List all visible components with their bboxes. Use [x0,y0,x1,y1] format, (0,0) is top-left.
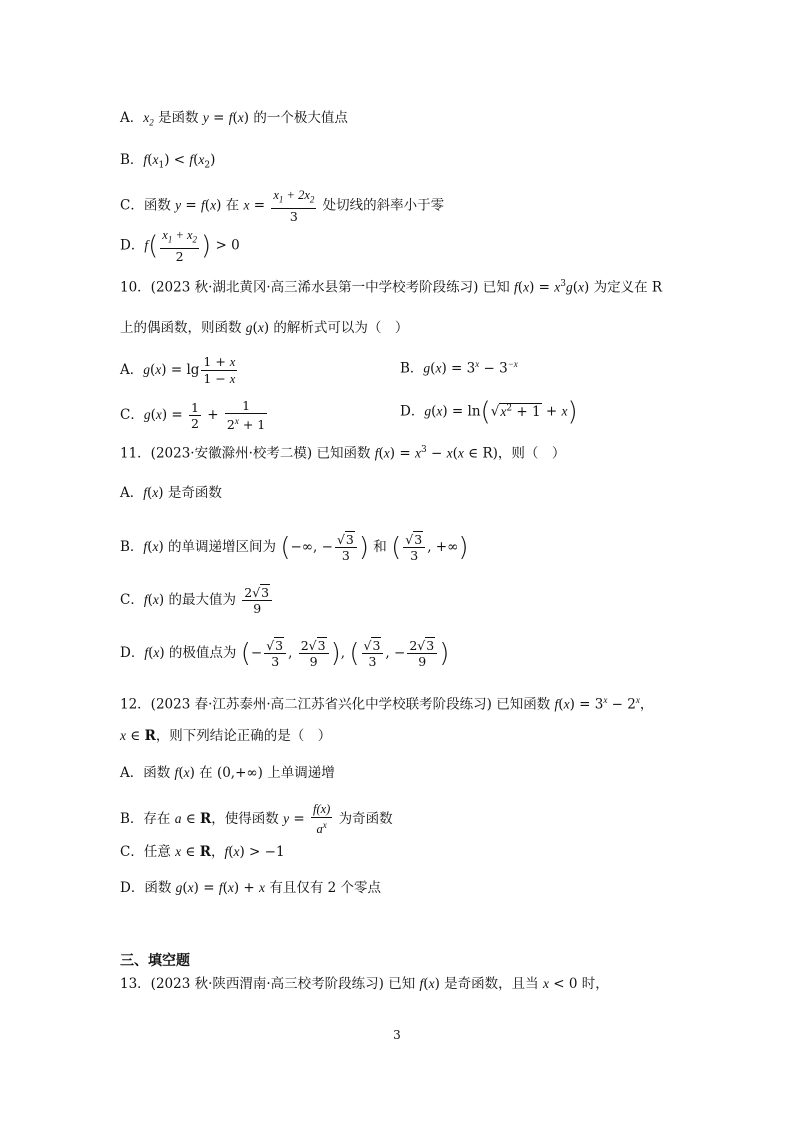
q10-stem-line2: 上的偶函数，则函数 g(x) 的解析式可以为（ ） [120,320,409,336]
q10-option-a: A．g(x) = lg $\frac{1 + x}{1 - x}$ [120,354,236,386]
q13-stem: 13．(2023 秋·陕西渭南·高三校考阶段练习) 已知 f(x) 是奇函数，且当 x < 0 时， [120,976,609,992]
q12-option-b: B．存在 a ∈ R，使得函数 y = $\frac{f(x)}{a^x}$ 为奇函数 [120,802,393,837]
q9-option-d: D．f( $\frac{x_1 + x_2}{2}$ ) > 0 [120,228,240,264]
q9-option-c: C．函数 y = f(x) 在 x = $\frac{x_1 + 2x_2}{3}$ 处切线的斜率小于零 [120,188,445,224]
q11-option-d: D．f(x) 的极值点为 (− $\frac{√3}{3}$ , $\frac{2√3}{9}$ ), ( $\frac{√3}{3}$ , − $\frac{2√3}{9}$ ) [120,638,450,669]
q10-option-c: C．g(x) = $\frac{1}{2}$ + $\frac{1}{2^x + 1}$ [120,398,266,433]
q10-option-d: D．$g(x) = \ln(√x^2 + 1 + x)$ [400,397,578,427]
section-title: 三、填空题 [120,953,190,969]
q10-stem-line1: 10．(2023 秋·湖北黄冈·高三浠水县第一中学校考阶段练习) 已知 $f(x) = x^3g(x)$ 为定义在 R [120,279,663,296]
q10-options-row2 [120,398,680,432]
q11-option-c: C．f(x) 的最大值为 $\frac{2√3}{9}$ [120,585,274,616]
q12-stem-line1: 12．(2023 春·江苏泰州·高二江苏省兴化中学校联考阶段练习) 已知函数 $f(x) = 3^x - 2^x$， [120,695,654,713]
q9-option-a: A．$x_2$ 是函数 y = f(x) 的一个极大值点 [120,110,348,128]
q12-option-a: A．函数 f(x) 在 (0,+∞) 上单调递增 [120,765,335,781]
q12-option-d: D．函数 g(x) = f(x) + x 有且仅有 2 个零点 [120,880,382,896]
q11-option-b: B．f(x) 的单调递增区间为 (−∞, − $\frac{√3}{3}$ ) 和 ( $\frac{√3}{3}$ , +∞) [120,532,469,563]
q10-options-row1 [120,354,680,387]
q9-option-b: B．$f(x_1) < f(x_2)$ [120,152,216,171]
q11-stem: 11．(2023·安徽滁州·校考二模) 已知函数 $f(x) = x^3 - x(x$ ∈ R)，则（ ） [120,445,566,462]
q12-option-c: C．任意 x ∈ R，f(x) > −1 [120,844,285,860]
page-number: 3 [393,1028,401,1042]
q10-option-b: B．$g(x) = 3^x - 3^{-x}$ [400,359,518,377]
q12-stem-line2: x ∈ R，则下列结论正确的是（ ） [120,728,332,744]
q11-option-a: A．f(x) 是奇函数 [120,485,222,501]
